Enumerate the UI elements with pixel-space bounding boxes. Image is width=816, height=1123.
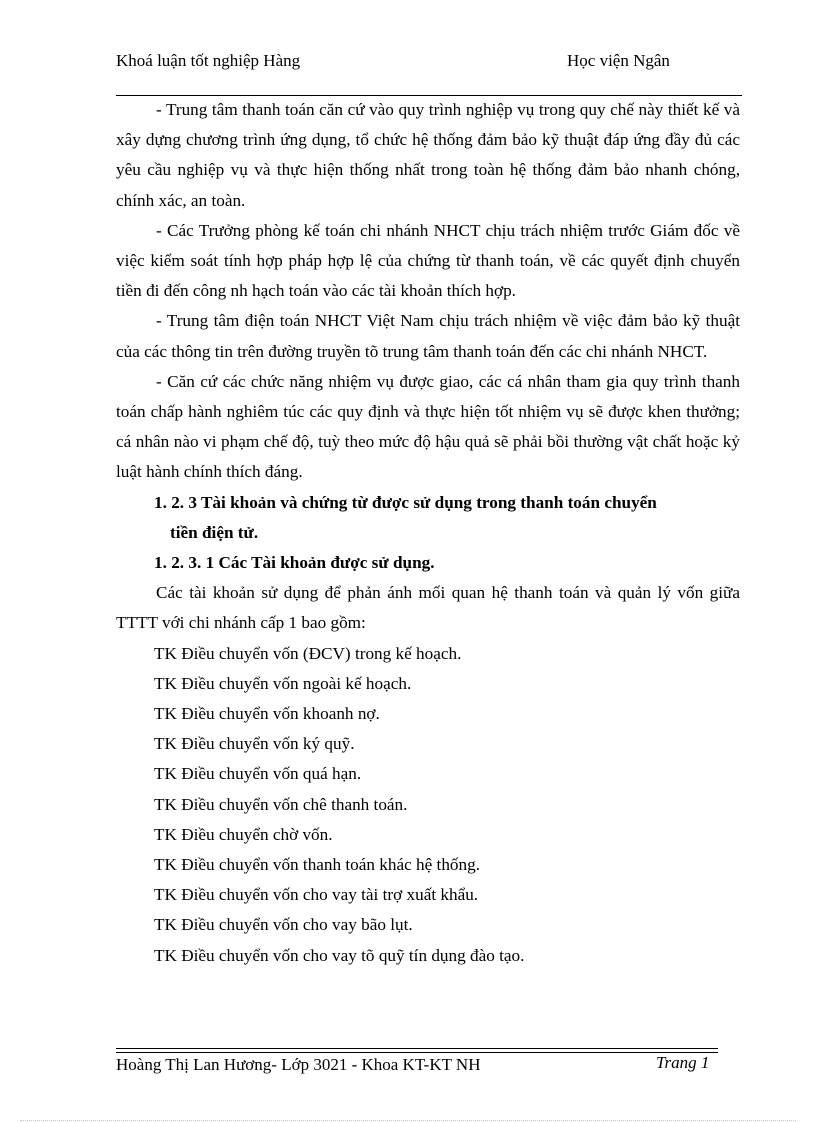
footer-divider <box>116 1048 718 1053</box>
list-item: TK Điều chuyển vốn khoanh nợ. <box>154 704 380 724</box>
footer-page-number: Trang 1 <box>656 1053 710 1072</box>
subsection-heading-accounts: 1. 2. 3. 1 Các Tài khoản được sử dụng. <box>154 553 435 573</box>
paragraph-accounts-intro: Các tài khoản sử dụng để phản ánh mối quan hệ thanh toán và quản lý vốn giữa TTTT với chi nhánh cấp 1 bao gồm: <box>116 583 740 633</box>
page-body <box>116 95 740 971</box>
list-item: TK Điều chuyển vốn cho vay tõ quỹ tín dụng đào tạo. <box>154 945 525 965</box>
list-item: TK Điều chuyển vốn cho vay bão lụt. <box>154 915 413 935</box>
list-item: TK Điều chuyển vốn ký quỹ. <box>154 734 355 754</box>
list-item: TK Điều chuyển vốn thanh toán khác hệ thống. <box>154 855 481 875</box>
header-thesis-title: Khoá luận tốt nghiệp Hàng <box>116 51 301 70</box>
paragraph-responsibilities: - Căn cứ các chức năng nhiệm vụ được giao, các cá nhân tham gia quy trình thanh toán chấp hành nghiêm túc các quy định và thực hiện tốt nhiệm vụ sẽ được khen thưởng; cá nhân nào vi phạm chế độ, tuỳ theo mức độ hậu quả sẽ phải bồi thường vật chất hoặc kỷ luật hành chính thích đáng. <box>116 371 740 482</box>
header-institution: Học viện Ngân <box>567 51 670 70</box>
paragraph-computing-center: - Trung tâm điện toán NHCT Việt Nam chịu trách nhiệm về việc đảm bảo kỹ thuật của các thông tin trên đường truyền tõ trung tâm thanh toán đến các chi nhánh NHCT. <box>116 311 740 361</box>
list-item: TK Điều chuyển vốn (ĐCV) trong kế hoạch. <box>154 643 462 663</box>
paragraph-payment-center: - Trung tâm thanh toán căn cứ vào quy trình nghiệp vụ trong quy chế này thiết kế và xây dựng chương trình ứng dụng, tổ chức hệ thống đảm bảo kỹ thuật đáp ứng đầy đủ các yêu cầu nghiệp vụ và thực hiện thống nhất trong toàn hệ thống đảm bảo nhanh chóng, chính xác, an toàn. <box>116 100 740 210</box>
list-item: TK Điều chuyển chờ vốn. <box>154 824 333 844</box>
paragraph-accounting-heads: - Các Trưởng phòng kế toán chi nhánh NHCT chịu trách nhiệm trước Giám đốc về việc kiểm soát tính hợp pháp hợp lệ của chứng từ thanh toán, về các quyết định chuyển tiền đi đến công nh hạch toán vào các tài khoản thích hợp. <box>116 220 740 301</box>
section-heading-line2: tiền điện tử. <box>170 522 259 542</box>
footer-author: Hoàng Thị Lan Hương- Lớp 3021 - Khoa KT-KT NH <box>116 1055 481 1074</box>
list-item: TK Điều chuyển vốn quá hạn. <box>154 764 362 784</box>
list-item: TK Điều chuyển vốn ngoài kế hoạch. <box>154 673 412 693</box>
section-heading-accounts-documents <box>116 488 740 548</box>
page-edge-divider <box>20 1120 796 1121</box>
list-item: TK Điều chuyển vốn cho vay tài trợ xuất khẩu. <box>154 885 479 905</box>
section-heading-line1: 1. 2. 3 Tài khoản và chứng từ được sử dụng trong thanh toán chuyển <box>154 492 657 512</box>
list-item: TK Điều chuyển vốn chê thanh toán. <box>154 794 408 814</box>
